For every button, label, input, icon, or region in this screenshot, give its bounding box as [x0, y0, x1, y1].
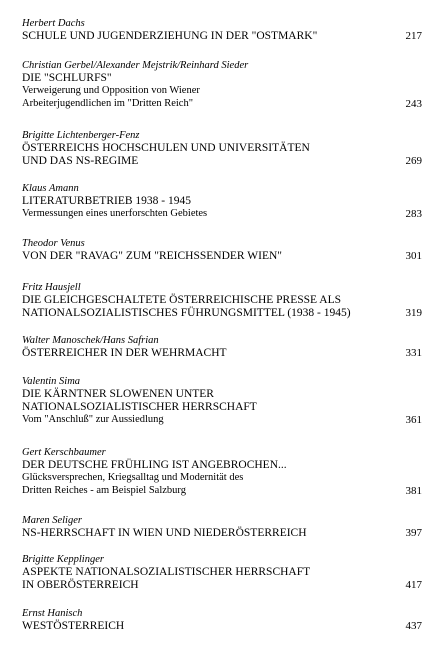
entry-subtitle-line — [22, 472, 422, 485]
entry-page-number: 331 — [405, 347, 422, 359]
toc-entry — [22, 335, 422, 360]
toc-entry — [22, 447, 422, 497]
entry-title-text: DIE GLEICHGESCHALTETE ÖSTERREICHISCHE PRESSE ALS — [22, 294, 342, 306]
entry-author: Walter Manoschek/Hans Safrian — [22, 335, 159, 346]
entry-title-text: NATIONALSOZIALISTISCHES FÜHRUNGSMITTEL (1938 - 1945) — [22, 307, 351, 319]
toc-entry — [22, 282, 422, 320]
entry-title-line — [22, 566, 422, 579]
entry-author: Fritz Hausjell — [22, 282, 81, 293]
entry-title-line — [22, 579, 422, 592]
entry-page-number: 269 — [405, 155, 422, 167]
entry-author: Klaus Amann — [22, 183, 79, 194]
entry-title-text: DIE KÄRNTNER SLOWENEN UNTER — [22, 388, 214, 400]
entry-page-number: 319 — [405, 307, 422, 319]
entry-subtitle-line — [22, 414, 422, 427]
entry-title-text: IN OBERÖSTERREICH — [22, 579, 139, 591]
entry-subtitle-text: Arbeiterjugendlichen im "Dritten Reich" — [22, 97, 193, 109]
toc-entry — [22, 554, 422, 592]
toc-entry — [22, 238, 422, 263]
entry-author: Herbert Dachs — [22, 18, 85, 29]
toc-entry — [22, 60, 422, 110]
entry-author: Gert Kerschbaumer — [22, 447, 106, 458]
entry-author: Christian Gerbel/Alexander Mejstrik/Reinhard Sieder — [22, 60, 249, 71]
entry-title-text: VON DER "RAVAG" ZUM "REICHSSENDER WIEN" — [22, 250, 282, 262]
toc-entry — [22, 608, 422, 633]
entry-title-text: DIE "SCHLURFS" — [22, 72, 112, 84]
entry-author: Valentin Sima — [22, 376, 81, 387]
entry-title-line — [22, 459, 422, 472]
entry-title-text: SCHULE UND JUGENDERZIEHUNG IN DER "OSTMARK" — [22, 30, 318, 42]
entry-subtitle-text: Vom "Anschluß" zur Aussiedlung — [22, 414, 164, 425]
entry-title-line — [22, 527, 422, 540]
toc-entry — [22, 183, 422, 221]
entry-subtitle-text: Vermessungen eines unerforschten Gebietes — [22, 208, 208, 219]
entry-title-line — [22, 347, 422, 360]
entry-subtitle-line — [22, 485, 422, 498]
entry-subtitle-text: Glücksversprechen, Kriegsalltag und Modernität des — [22, 472, 244, 483]
entry-title-text: WESTÖSTERREICH — [22, 620, 125, 632]
entry-page-number: 381 — [405, 484, 422, 497]
entry-title-text: ÖSTERREICHER IN DER WEHRMACHT — [22, 347, 227, 359]
entry-page-number: 217 — [405, 30, 422, 42]
entry-title-text: LITERATURBETRIEB 1938 - 1945 — [22, 195, 191, 207]
entry-title-line — [22, 620, 422, 633]
entry-page-number: 437 — [405, 620, 422, 632]
entry-author: Maren Seliger — [22, 515, 82, 526]
entry-page-number: 243 — [405, 97, 422, 110]
entry-title-line — [22, 155, 422, 168]
entry-author: Brigitte Kepplinger — [22, 554, 104, 565]
entry-title-line — [22, 388, 422, 401]
entry-title-line — [22, 294, 422, 307]
entry-title-line — [22, 195, 422, 208]
entry-title-line — [22, 142, 422, 155]
entry-subtitle-line — [22, 85, 422, 98]
toc-entry — [22, 515, 422, 540]
entry-title-text: UND DAS NS-REGIME — [22, 155, 139, 167]
entry-page-number: 397 — [405, 527, 422, 539]
entry-author: Theodor Venus — [22, 238, 85, 249]
entry-title-text: ÖSTERREICHS HOCHSCHULEN UND UNIVERSITÄTEN — [22, 142, 310, 154]
entry-title-text: NS-HERRSCHAFT IN WIEN UND NIEDERÖSTERREICH — [22, 527, 307, 539]
entry-subtitle-line — [22, 98, 422, 111]
entry-title-text: NATIONALSOZIALISTISCHER HERRSCHAFT — [22, 401, 257, 413]
entry-title-line — [22, 307, 422, 320]
entry-page-number: 301 — [405, 250, 422, 262]
toc-entry — [22, 376, 422, 427]
entry-subtitle-line — [22, 208, 422, 221]
entry-title-line — [22, 250, 422, 263]
entry-subtitle-text: Dritten Reiches - am Beispiel Salzburg — [22, 484, 186, 496]
entry-subtitle-text: Verweigerung und Opposition von Wiener — [22, 85, 200, 96]
entry-title-line — [22, 72, 422, 85]
entry-author: Ernst Hanisch — [22, 608, 83, 619]
entry-page-number: 417 — [405, 579, 422, 591]
entry-page-number: 283 — [405, 208, 422, 220]
toc-entry — [22, 130, 422, 168]
entry-title-text: DER DEUTSCHE FRÜHLING IST ANGEBROCHEN... — [22, 459, 287, 471]
entry-page-number: 361 — [405, 414, 422, 426]
entry-author: Brigitte Lichtenberger-Fenz — [22, 130, 140, 141]
entry-title-line — [22, 401, 422, 414]
entry-title-line — [22, 30, 422, 43]
entry-title-text: ASPEKTE NATIONALSOZIALISTISCHER HERRSCHAFT — [22, 566, 311, 578]
toc-entry — [22, 18, 422, 43]
